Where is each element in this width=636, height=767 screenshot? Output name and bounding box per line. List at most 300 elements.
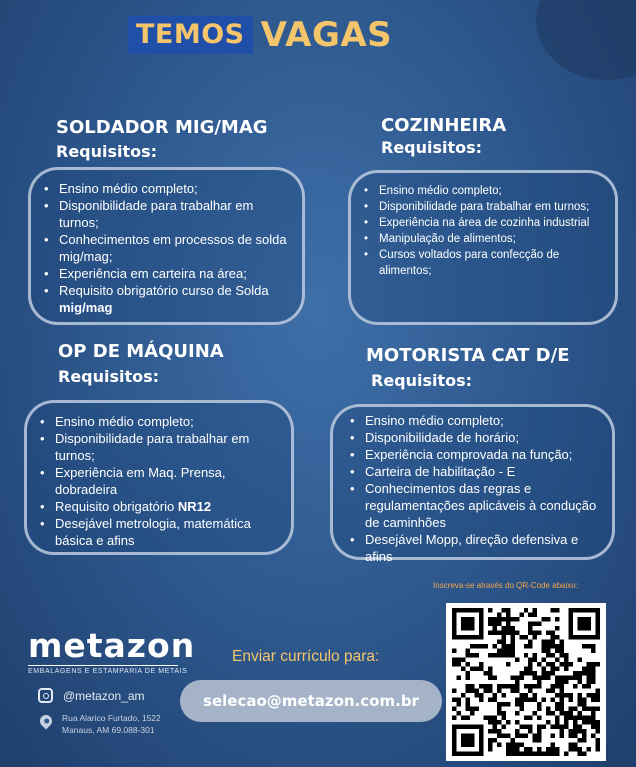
qr-module [479, 738, 483, 742]
qr-module [546, 689, 550, 693]
qr-module [533, 621, 537, 625]
qr-module [461, 626, 465, 630]
req-box-soldador [28, 167, 305, 325]
email-link[interactable]: selecao@metazon.com.br [180, 680, 442, 722]
qr-module [452, 608, 456, 612]
qr-module [465, 617, 469, 621]
qr-module [587, 720, 591, 724]
qr-module [582, 621, 586, 625]
list-item: • Ensino médio completo; [55, 413, 279, 430]
qr-module [506, 734, 510, 738]
qr-module [470, 734, 474, 738]
qr-module [591, 666, 595, 670]
qr-module [591, 671, 595, 675]
qr-module [456, 657, 460, 661]
qr-module [528, 626, 532, 630]
qr-module [470, 738, 474, 742]
qr-module [555, 626, 559, 630]
qr-module [582, 644, 586, 648]
qr-module [587, 635, 591, 639]
qr-module [578, 657, 582, 661]
qr-module [506, 702, 510, 706]
qr-module [546, 711, 550, 715]
qr-module [533, 657, 537, 661]
qr-module [560, 698, 564, 702]
instagram-handle: @metazon_am [63, 688, 145, 703]
qr-module [479, 644, 483, 648]
qr-module [573, 725, 577, 729]
list-item: • Desejável Mopp, direção defensiva e afins [365, 531, 600, 565]
qr-module [492, 617, 496, 621]
qr-module [470, 725, 474, 729]
qr-module [578, 711, 582, 715]
qr-module [465, 716, 469, 720]
qr-module [560, 711, 564, 715]
qr-module [452, 626, 456, 630]
qr-module [515, 698, 519, 702]
qr-module [497, 743, 501, 747]
qr-module [578, 680, 582, 684]
qr-module [569, 707, 573, 711]
qr-module [524, 734, 528, 738]
qr-module [492, 738, 496, 742]
qr-module [479, 662, 483, 666]
qr-module [591, 648, 595, 652]
qr-module [537, 734, 541, 738]
qr-module [555, 644, 559, 648]
qr-module [582, 608, 586, 612]
qr-module [564, 716, 568, 720]
qr-module [519, 702, 523, 706]
qr-module [470, 626, 474, 630]
qr-module [582, 738, 586, 742]
qr-module [452, 707, 456, 711]
qr-module [488, 684, 492, 688]
qr-module [506, 626, 510, 630]
qr-module [506, 621, 510, 625]
qr-module [528, 689, 532, 693]
qr-module [573, 671, 577, 675]
qr-module [537, 684, 541, 688]
qr-module [560, 729, 564, 733]
list-item-text: Requisito obrigatório curso de Solda [59, 283, 269, 298]
qr-module [506, 747, 510, 751]
qr-module [569, 608, 573, 612]
list-item: • Experiência em Maq. Prensa, dobradeira [55, 464, 279, 498]
qr-module [510, 630, 514, 634]
qr-module [542, 698, 546, 702]
qr-module [542, 666, 546, 670]
qr-module [564, 680, 568, 684]
qr-module [537, 702, 541, 706]
qr-module [474, 752, 478, 756]
qr-module [461, 635, 465, 639]
qr-module [497, 729, 501, 733]
qr-module [474, 608, 478, 612]
qr-module [546, 720, 550, 724]
qr-module [456, 698, 460, 702]
qr-module [506, 608, 510, 612]
qr-module [452, 635, 456, 639]
req-label-cozinheira: Requisitos: [381, 138, 483, 157]
qr-module [546, 671, 550, 675]
qr-module [578, 747, 582, 751]
qr-module [578, 626, 582, 630]
instagram-icon [38, 688, 53, 703]
qr-module [591, 693, 595, 697]
qr-module [578, 729, 582, 733]
qr-module [587, 684, 591, 688]
qr-module [582, 716, 586, 720]
qr-module [488, 716, 492, 720]
qr-module [452, 747, 456, 751]
qr-module [470, 689, 474, 693]
qr-module [452, 617, 456, 621]
qr-module [582, 671, 586, 675]
qr-module [528, 725, 532, 729]
qr-module [461, 666, 465, 670]
qr-module [578, 716, 582, 720]
qr-module [506, 662, 510, 666]
qr-module [474, 725, 478, 729]
qr-module [492, 729, 496, 733]
qr-module [524, 693, 528, 697]
qr-module [587, 716, 591, 720]
qr-module [465, 689, 469, 693]
qr-module [564, 711, 568, 715]
qr-module [461, 716, 465, 720]
qr-module [528, 716, 532, 720]
qr-module [560, 648, 564, 652]
qr-module [483, 684, 487, 688]
qr-module [560, 684, 564, 688]
qr-module [551, 653, 555, 657]
qr-module [564, 675, 568, 679]
qr-module [483, 644, 487, 648]
qr-module [465, 738, 469, 742]
qr-module [555, 675, 559, 679]
qr-module [452, 752, 456, 756]
qr-module [578, 671, 582, 675]
qr-module [596, 738, 600, 742]
qr-module [470, 752, 474, 756]
qr-module [452, 612, 456, 616]
qr-module [587, 680, 591, 684]
qr-module [560, 725, 564, 729]
qr-module [537, 747, 541, 751]
qr-module [479, 698, 483, 702]
qr-module [501, 648, 505, 652]
qr-module [555, 635, 559, 639]
qr-module [501, 734, 505, 738]
qr-module [488, 617, 492, 621]
qr-module [497, 648, 501, 652]
qr-module [542, 617, 546, 621]
qr-module [591, 644, 595, 648]
qr-module [510, 648, 514, 652]
qr-module [456, 702, 460, 706]
qr-module [515, 729, 519, 733]
qr-module [537, 752, 541, 756]
list-item: • Ensino médio completo; [365, 412, 600, 429]
list-item [55, 498, 279, 515]
qr-module [596, 635, 600, 639]
qr-module [488, 747, 492, 751]
qr-module [542, 671, 546, 675]
req-box-op-maquina [24, 400, 294, 555]
qr-module [510, 738, 514, 742]
qr-module [542, 639, 546, 643]
list-item: • Experiência em carteira na área; [59, 265, 290, 282]
qr-module [537, 738, 541, 742]
qr-module [569, 617, 573, 621]
list-item: • Disponibilidade de horário; [365, 429, 600, 446]
qr-module [578, 738, 582, 742]
qr-module [519, 693, 523, 697]
qr-module [524, 698, 528, 702]
qr-module [591, 725, 595, 729]
qr-module [515, 675, 519, 679]
qr-module [510, 635, 514, 639]
qr-module [497, 689, 501, 693]
qr-module [479, 684, 483, 688]
list-item: • Disponibilidade para trabalhar em turnos; [59, 197, 290, 231]
qr-module [497, 734, 501, 738]
qr-module [465, 684, 469, 688]
qr-module [560, 644, 564, 648]
qr-module [456, 675, 460, 679]
job-title-op-maquina: OP DE MÁQUINA [58, 341, 224, 362]
qr-module [537, 729, 541, 733]
qr-module [465, 702, 469, 706]
qr-module [492, 653, 496, 657]
qr-module [501, 644, 505, 648]
qr-module [582, 729, 586, 733]
qr-module [452, 729, 456, 733]
qr-module [474, 644, 478, 648]
qr-module [528, 630, 532, 634]
qr-module [546, 639, 550, 643]
qr-module [501, 711, 505, 715]
qr-module [560, 675, 564, 679]
qr-module [488, 675, 492, 679]
qr-module [555, 648, 559, 652]
qr-module [546, 653, 550, 657]
social-link[interactable] [38, 688, 145, 703]
qr-module [470, 666, 474, 670]
qr-module [537, 675, 541, 679]
qr-module [555, 747, 559, 751]
qr-module [465, 752, 469, 756]
qr-module [497, 720, 501, 724]
qr-module [546, 707, 550, 711]
list-item: • Cursos voltados para confecção de alimentos; [379, 247, 603, 279]
qr-module [515, 689, 519, 693]
qr-module [533, 693, 537, 697]
qr-module [596, 729, 600, 733]
qr-module [528, 644, 532, 648]
qr-module [533, 675, 537, 679]
req-box-cozinheira [348, 170, 618, 325]
qr-module [569, 630, 573, 634]
qr-module [533, 684, 537, 688]
qr-module [470, 684, 474, 688]
qr-module [479, 743, 483, 747]
qr-module [546, 644, 550, 648]
qr-module [582, 617, 586, 621]
qr-module [465, 626, 469, 630]
qr-module [465, 675, 469, 679]
qr-module [560, 689, 564, 693]
qr-module [537, 621, 541, 625]
qr-module [479, 630, 483, 634]
qr-module [452, 662, 456, 666]
qr-module [501, 617, 505, 621]
qr-module [524, 644, 528, 648]
qr-module [591, 707, 595, 711]
req-box-motorista [330, 404, 615, 564]
qr-module [524, 608, 528, 612]
qr-module [465, 743, 469, 747]
qr-module [564, 720, 568, 724]
qr-module [528, 752, 532, 756]
qr-module [533, 630, 537, 634]
qr-module [492, 621, 496, 625]
qr-module [533, 752, 537, 756]
qr-module [587, 626, 591, 630]
qr-module [596, 693, 600, 697]
qr-module [479, 617, 483, 621]
qr-module [510, 752, 514, 756]
qr-module [501, 608, 505, 612]
qr-module [555, 684, 559, 688]
qr-module [452, 630, 456, 634]
qr-module [555, 608, 559, 612]
qr-module [573, 635, 577, 639]
req-list-soldador [59, 180, 290, 316]
qr-module [501, 626, 505, 630]
list-item: • Ensino médio completo; [59, 180, 290, 197]
qr-module [596, 662, 600, 666]
qr-module [591, 734, 595, 738]
qr-module [591, 608, 595, 612]
qr-module [497, 653, 501, 657]
qr-module [573, 720, 577, 724]
list-item: • Experiência comprovada na função; [365, 446, 600, 463]
qr-module [596, 725, 600, 729]
qr-module [519, 725, 523, 729]
qr-module [528, 657, 532, 661]
qr-module [470, 707, 474, 711]
qr-module [492, 693, 496, 697]
qr-module [515, 657, 519, 661]
qr-module [474, 666, 478, 670]
qr-module [488, 666, 492, 670]
qr-module [573, 707, 577, 711]
qr-module [551, 752, 555, 756]
qr-module [465, 662, 469, 666]
qr-module [524, 747, 528, 751]
qr-module [519, 635, 523, 639]
qr-module [492, 698, 496, 702]
qr-module [564, 653, 568, 657]
qr-module [456, 608, 460, 612]
qr-module [551, 662, 555, 666]
qr-module [573, 743, 577, 747]
qr-module [551, 743, 555, 747]
qr-module [551, 608, 555, 612]
address-line-1: Rua Alarico Furtado, 1522 [62, 713, 161, 723]
qr-module [461, 693, 465, 697]
qr-module [569, 612, 573, 616]
job-title-cozinheira: COZINHEIRA [381, 115, 507, 136]
qr-module [488, 720, 492, 724]
qr-module [587, 662, 591, 666]
qr-module [564, 657, 568, 661]
qr-module [483, 671, 487, 675]
qr-module [564, 725, 568, 729]
list-item: • Disponibilidade para trabalhar em turnos; [379, 199, 603, 215]
qr-code-icon [451, 608, 601, 756]
qr-module [492, 644, 496, 648]
qr-module [555, 680, 559, 684]
qr-module [569, 734, 573, 738]
qr-module [456, 635, 460, 639]
qr-module [492, 720, 496, 724]
qr-module [479, 752, 483, 756]
qr-module [474, 653, 478, 657]
qr-module [591, 720, 595, 724]
qr-module [506, 630, 510, 634]
qr-module [479, 693, 483, 697]
qr-module [555, 617, 559, 621]
qr-module [582, 734, 586, 738]
qr-module [465, 635, 469, 639]
qr-module [587, 707, 591, 711]
qr-module [591, 635, 595, 639]
qr-module [528, 671, 532, 675]
qr-module [515, 747, 519, 751]
qr-module [515, 680, 519, 684]
qr-module [488, 738, 492, 742]
qr-module [596, 698, 600, 702]
qr-module [506, 743, 510, 747]
qr-module [479, 747, 483, 751]
qr-module [524, 716, 528, 720]
qr-module [564, 693, 568, 697]
list-item: • Disponibilidade para trabalhar em turnos; [55, 430, 279, 464]
qr-module [596, 689, 600, 693]
send-cv-label: Enviar currículo para: [232, 648, 380, 665]
qr-module [578, 635, 582, 639]
list-item: • Conhecimentos em processos de solda mig/mag; [59, 231, 290, 265]
qr-module [519, 671, 523, 675]
qr-module [591, 698, 595, 702]
qr-module [515, 630, 519, 634]
qr-module [501, 716, 505, 720]
qr-module [488, 743, 492, 747]
qr-module [519, 752, 523, 756]
qr-module [524, 653, 528, 657]
qr-module [506, 644, 510, 648]
qr-module [560, 639, 564, 643]
qr-module [587, 608, 591, 612]
qr-module [587, 666, 591, 670]
qr-module [515, 743, 519, 747]
qr-code[interactable] [446, 603, 606, 761]
qr-module [587, 644, 591, 648]
qr-module [528, 612, 532, 616]
